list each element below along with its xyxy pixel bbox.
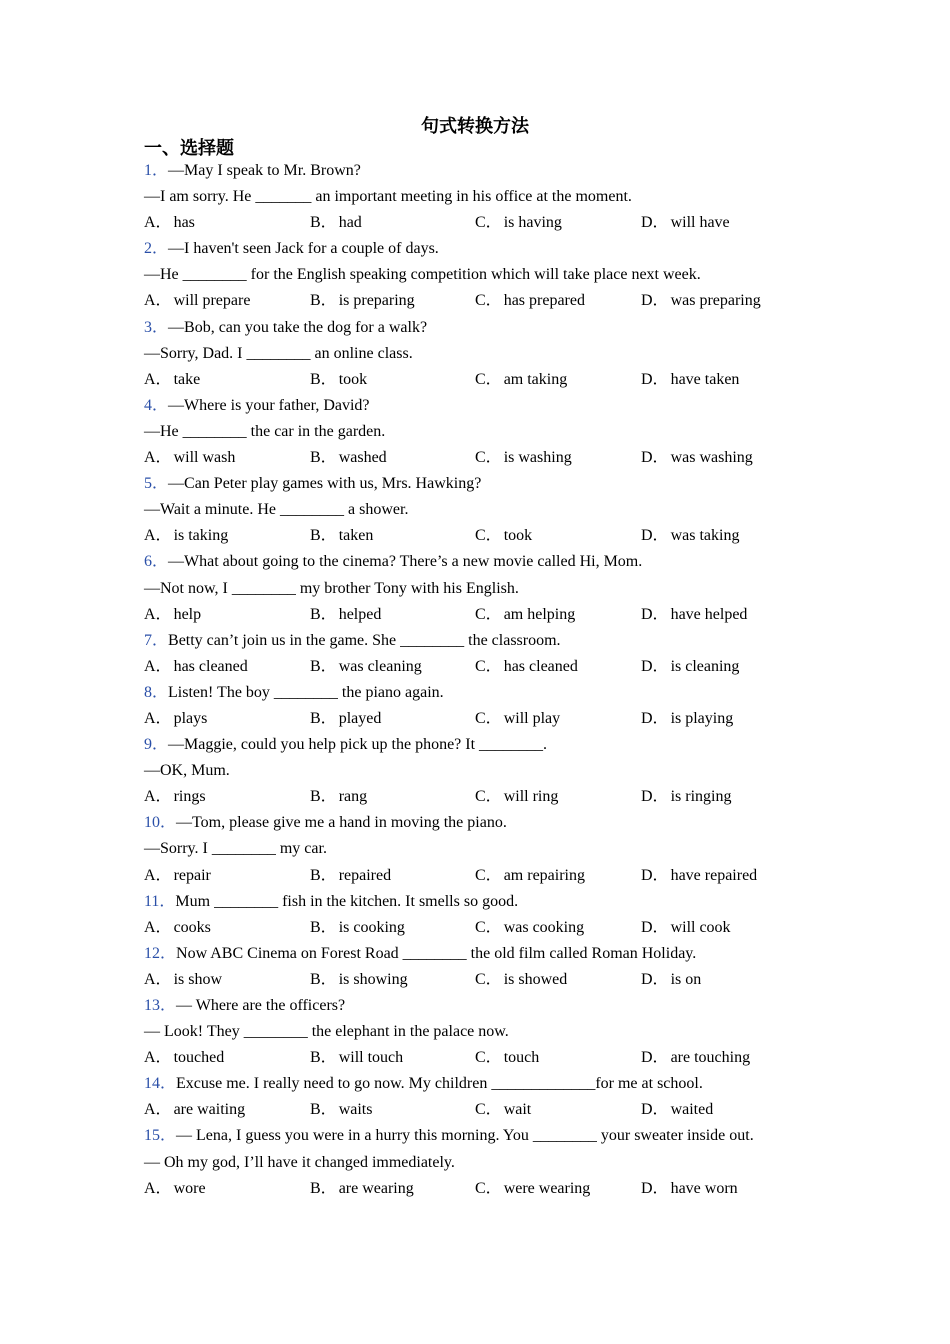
answer-options [144,367,824,393]
option-letter: A． [144,605,172,623]
option-letter: C． [475,657,502,675]
question-text: —I haven't seen Jack for a couple of days. [168,240,439,258]
option-text: is cooking [338,918,405,936]
question-reply [144,497,824,523]
option-b [310,706,381,732]
option-d [641,1097,713,1123]
option-c [475,863,585,889]
option-b [310,1176,414,1202]
option-letter: C． [475,970,502,988]
option-text: will touch [338,1049,404,1067]
question-text: —I am sorry. He _______ an important meeting in his office at the moment. [144,188,632,206]
option-letter: A． [144,1101,172,1119]
option-c [475,602,575,628]
option-a [144,654,248,680]
question-number: 10． [144,814,177,832]
option-text: took [503,527,533,545]
option-letter: C． [475,605,502,623]
question-text: —Where is your father, David? [168,396,370,414]
question-text: —Bob, can you take the dog for a walk? [168,318,428,336]
question-text: Mum ________ fish in the kitchen. It smells so good. [175,892,519,910]
option-b [310,654,422,680]
question-reply [144,419,824,445]
question-list [144,158,824,1202]
option-text: washed [338,449,387,467]
question-text: — Oh my god, I’ll have it changed immediately. [144,1153,455,1171]
option-d [641,784,731,810]
option-text: will play [503,709,561,727]
answer-options [144,1045,824,1071]
option-letter: B． [310,788,337,806]
answer-options [144,967,824,993]
option-letter: B． [310,292,337,310]
option-a [144,210,195,236]
option-a [144,1097,245,1123]
option-text: played [338,709,382,727]
option-b [310,915,405,941]
question-stem [144,393,824,419]
option-letter: D． [641,292,669,310]
option-text: will prepare [173,292,251,310]
option-text: wore [173,1179,206,1197]
option-letter: D． [641,370,669,388]
option-text: repair [173,866,211,884]
question-text: —Tom, please give me a hand in moving the piano. [176,814,507,832]
option-letter: A． [144,1179,172,1197]
answer-options [144,523,824,549]
question-text: —May I speak to Mr. Brown? [168,162,361,179]
question-reply [144,576,824,602]
option-a [144,288,250,314]
option-a [144,1176,206,1202]
option-d [641,288,761,314]
option-text: waits [338,1101,373,1119]
option-text: rings [173,788,206,806]
question-reply [144,262,824,288]
option-a [144,445,235,471]
question-stem [144,680,824,706]
option-letter: B． [310,1179,337,1197]
option-letter: B． [310,866,337,884]
question-text: Listen! The boy ________ the piano again. [168,683,444,701]
question-text: — Look! They ________ the elephant in the palace now. [144,1023,509,1041]
option-text: is showing [338,970,408,988]
option-letter: A． [144,709,172,727]
option-b [310,1097,372,1123]
question-number: 15． [144,1127,177,1145]
option-c [475,367,567,393]
option-d [641,445,753,471]
option-a [144,967,222,993]
option-letter: A． [144,370,172,388]
option-d [641,915,731,941]
option-letter: D． [641,214,669,232]
option-letter: C． [475,449,502,467]
option-text: has cleaned [503,657,578,675]
option-text: repaired [338,866,392,884]
option-letter: C． [475,1049,502,1067]
question-14 [144,1071,824,1123]
option-letter: C． [475,866,502,884]
option-text: was washing [670,449,753,467]
option-b [310,784,367,810]
question-stem [144,1071,824,1097]
option-letter: D． [641,527,669,545]
option-d [641,210,730,236]
option-text: have repaired [670,866,758,884]
option-text: will have [670,214,730,232]
answer-options [144,602,824,628]
question-number: 14． [144,1075,177,1093]
option-c [475,1097,531,1123]
question-15 [144,1123,824,1201]
question-number: 4． [144,396,169,414]
option-text: will cook [670,918,731,936]
option-letter: D． [641,788,669,806]
option-text: is showed [503,970,568,988]
question-number: 2． [144,240,169,258]
answer-options [144,915,824,941]
option-text: are wearing [338,1179,414,1197]
option-letter: D． [641,605,669,623]
option-d [641,706,733,732]
option-c [475,1176,590,1202]
question-text: Betty can’t join us in the game. She ________ the classroom. [168,631,561,649]
question-text: —OK, Mum. [144,762,230,780]
option-text: are waiting [173,1101,246,1119]
option-letter: B． [310,918,337,936]
question-stem [144,889,824,915]
option-letter: D． [641,866,669,884]
option-a [144,915,211,941]
question-8 [144,680,824,732]
option-a [144,1045,224,1071]
question-1 [144,158,824,236]
question-stem [144,158,824,184]
option-text: take [173,370,201,388]
option-a [144,706,207,732]
option-letter: B． [310,709,337,727]
option-d [641,863,757,889]
option-letter: B． [310,214,337,232]
option-text: was taking [670,527,740,545]
question-text: —Sorry. I ________ my car. [144,840,327,858]
option-text: is show [173,970,223,988]
option-letter: A． [144,970,172,988]
option-c [475,967,567,993]
option-text: touched [173,1049,225,1067]
option-a [144,784,206,810]
question-3 [144,315,824,393]
question-number: 9． [144,736,169,754]
option-letter: A． [144,788,172,806]
option-d [641,967,701,993]
answer-options [144,654,824,680]
option-letter: B． [310,605,337,623]
question-stem [144,549,824,575]
option-letter: C． [475,918,502,936]
option-c [475,445,572,471]
question-13 [144,993,824,1071]
option-letter: C． [475,1179,502,1197]
option-letter: A． [144,918,172,936]
option-text: is having [503,214,562,232]
question-number: 11． [144,892,176,910]
option-text: rang [338,788,368,806]
question-text: —What about going to the cinema? There’s a new movie called Hi, Mom. [168,553,643,571]
question-stem [144,941,824,967]
answer-options [144,784,824,810]
option-d [641,1045,750,1071]
question-text: —He ________ for the English speaking competition which will take place next week. [144,266,701,284]
option-b [310,1045,403,1071]
option-d [641,367,739,393]
question-11 [144,889,824,941]
question-number: 13． [144,997,177,1014]
option-text: helped [338,605,382,623]
section-heading: 一、选择题 [144,138,234,159]
question-number: 8． [144,683,169,701]
option-text: plays [173,709,208,727]
option-letter: C． [475,292,502,310]
option-text: is on [670,970,702,988]
option-text: am repairing [503,866,585,884]
option-letter: A． [144,657,172,675]
option-text: is taking [173,527,229,545]
question-reply [144,758,824,784]
question-stem [144,810,824,836]
option-c [475,784,558,810]
option-c [475,1045,539,1071]
answer-options [144,863,824,889]
option-a [144,367,200,393]
option-letter: B． [310,657,337,675]
option-letter: B． [310,449,337,467]
option-text: taken [338,527,374,545]
question-stem [144,628,824,654]
question-number: 6． [144,553,169,571]
option-text: cooks [173,918,211,936]
question-text: —He ________ the car in the garden. [144,422,386,440]
question-stem [144,993,824,1019]
option-b [310,367,367,393]
question-stem [144,1123,824,1149]
question-text: — Where are the officers? [176,997,346,1014]
option-letter: D． [641,1049,669,1067]
question-reply [144,341,824,367]
option-letter: C． [475,527,502,545]
option-letter: B． [310,370,337,388]
option-text: has prepared [503,292,585,310]
option-b [310,210,362,236]
option-letter: C． [475,709,502,727]
option-text: will ring [503,788,559,806]
option-text: am taking [503,370,568,388]
option-letter: A． [144,449,172,467]
question-text: —Not now, I ________ my brother Tony with his English. [144,579,519,597]
document-title: 句式转换方法 [421,116,529,137]
option-d [641,602,747,628]
option-b [310,445,387,471]
question-text: —Can Peter play games with us, Mrs. Hawking? [168,475,482,493]
option-letter: D． [641,918,669,936]
question-reply [144,184,824,210]
answer-options [144,1097,824,1123]
option-letter: B． [310,1101,337,1119]
question-10 [144,810,824,888]
answer-options [144,706,824,732]
option-letter: D． [641,970,669,988]
option-letter: A． [144,214,172,232]
option-letter: D． [641,657,669,675]
question-4 [144,393,824,471]
answer-options [144,210,824,236]
question-5 [144,471,824,549]
option-b [310,602,381,628]
question-text: — Lena, I guess you were in a hurry this morning. You ________ your sweater inside out. [176,1127,754,1145]
option-letter: C． [475,214,502,232]
question-number: 1． [144,162,169,179]
option-letter: A． [144,292,172,310]
option-letter: A． [144,1049,172,1067]
option-text: is cleaning [670,657,740,675]
answer-options [144,1176,824,1202]
question-stem [144,236,824,262]
option-letter: C． [475,1101,502,1119]
question-reply [144,1150,824,1176]
answer-options [144,288,824,314]
option-d [641,654,739,680]
option-a [144,602,201,628]
option-text: wait [503,1101,532,1119]
answer-options [144,445,824,471]
option-c [475,288,585,314]
option-text: is preparing [338,292,415,310]
option-text: has cleaned [173,657,248,675]
option-text: waited [670,1101,714,1119]
option-c [475,915,584,941]
question-number: 7． [144,631,169,649]
question-12 [144,941,824,993]
option-b [310,288,415,314]
option-text: touch [503,1049,540,1067]
option-b [310,967,408,993]
option-letter: D． [641,709,669,727]
question-number: 12． [144,944,177,962]
option-text: was preparing [670,292,761,310]
question-text: —Wait a minute. He ________ a shower. [144,501,409,519]
option-b [310,863,391,889]
option-text: took [338,370,368,388]
option-text: is ringing [670,788,732,806]
option-text: is washing [503,449,572,467]
question-stem [144,732,824,758]
option-d [641,1176,738,1202]
option-c [475,654,578,680]
option-letter: B． [310,1049,337,1067]
option-d [641,523,739,549]
option-letter: C． [475,370,502,388]
option-b [310,523,373,549]
option-a [144,863,211,889]
question-reply [144,836,824,862]
option-text: have worn [670,1179,738,1197]
option-text: were wearing [503,1179,591,1197]
option-text: am helping [503,605,576,623]
option-c [475,523,532,549]
option-text: will wash [173,449,236,467]
option-letter: C． [475,788,502,806]
option-letter: D． [641,1179,669,1197]
question-reply [144,1019,824,1045]
question-text: —Sorry, Dad. I ________ an online class. [144,344,413,362]
question-2 [144,236,824,314]
option-text: have helped [670,605,748,623]
option-text: help [173,605,202,623]
question-number: 3． [144,318,169,336]
option-text: had [338,214,362,232]
question-7 [144,628,824,680]
option-letter: D． [641,1101,669,1119]
option-letter: A． [144,527,172,545]
option-text: are touching [670,1049,751,1067]
question-stem [144,315,824,341]
question-number: 5． [144,475,169,493]
question-text: Now ABC Cinema on Forest Road ________ the old film called Roman Holiday. [176,944,697,962]
option-a [144,523,228,549]
option-c [475,706,560,732]
option-letter: B． [310,527,337,545]
option-letter: D． [641,449,669,467]
option-text: has [173,214,195,232]
option-text: was cooking [503,918,585,936]
question-6 [144,549,824,627]
option-text: have taken [670,370,740,388]
question-stem [144,471,824,497]
question-text: —Maggie, could you help pick up the phone? It ________. [168,736,548,754]
question-text: Excuse me. I really need to go now. My children _____________for me at school. [176,1075,703,1093]
option-text: is playing [670,709,734,727]
option-letter: B． [310,970,337,988]
option-letter: A． [144,866,172,884]
option-text: was cleaning [338,657,422,675]
question-9 [144,732,824,810]
option-c [475,210,562,236]
